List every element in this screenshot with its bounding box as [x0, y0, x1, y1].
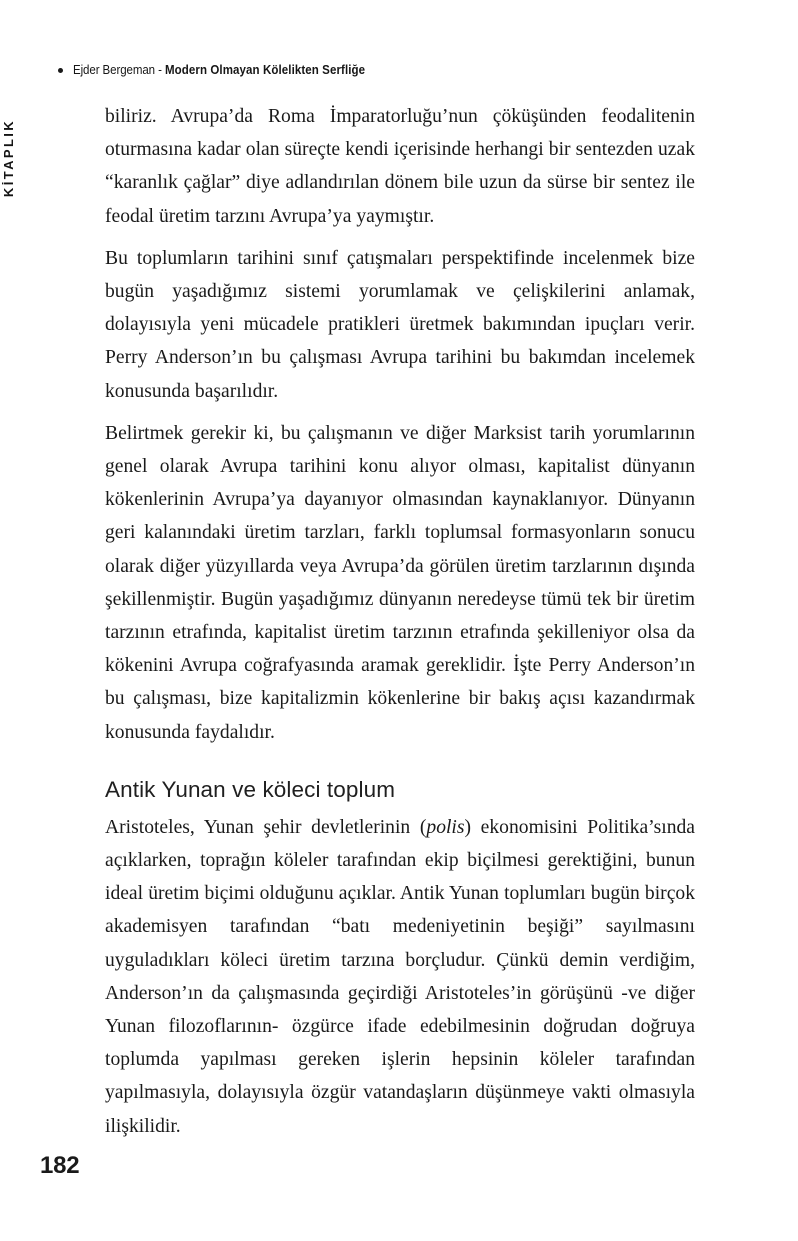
running-header	[58, 62, 398, 77]
paragraph-3: Belirtmek gerekir ki, bu çalışmanın ve diğer Marksist tarih yorumlarının genel olarak Avrupa tarihini konu alıyor olması, kapitalist dünyanın kökenlerinin Avrupa’ya dayanıyor olmasından kaynaklanıyor. Dünyanın geri kalanındaki üretim tarzları, farklı toplumsal formasyonların sonucu olarak diğer yüzyıllarda veya Avrupa’da görülen üretim tarzlarının dışında şekillenmiştir. Bugün yaşadığımız dünyanın neredeyse tümü tek bir üretim tarzının etrafında, kapitalist üretim tarzının etrafında şekilleniyor olsa da kökenini Avrupa coğrafyasında aramak gereklidir. İşte Perry Anderson’ın bu çalışması, bize kapitalizmin kökenlerine bir bakış açısı kazandırmak konusunda faydalıdır.	[105, 422, 695, 743]
text-column	[105, 100, 695, 1143]
bullet-dot-icon	[58, 68, 63, 73]
paragraph-4-rest: ) ekonomisini Politika’sında açıklarken, toprağın köleler tarafından ekip biçilmesi gerektiğini, bunun ideal üretim biçimi olduğunu açıklar. Antik Yunan toplumları bugün birçok akademisyen tarafından “batı medeniyetinin beşiği” sayılmasını uyguladıkları köleci üretim tarzına borçludur. Çünkü demin verdiğim, Anderson’ın da çalışmasında geçirdiği Aristoteles’in görüşünü -ve diğer Yunan filozoflarının- özgürce ifade edebilmesinin doğrudan doğruya toplumda yapılması gereken işlerin hepsinin köleler tarafından yapılmasıyla, dolayısıyla özgür vatandaşların düşünmeye vakti olmasıyla ilişkilidir.	[105, 816, 695, 1137]
section-heading: Antik Yunan ve köleci toplum	[105, 776, 396, 802]
paragraph-4-italic-term: polis	[426, 816, 465, 838]
page-number: 182	[40, 1152, 80, 1179]
paragraph-2: Bu toplumların tarihini sınıf çatışmaları perspektifinde incelenmek bize bugün yaşadığımız sistemi yorumlamak ve çelişkilerini anlamak, dolayısıyla yeni mücadele pratikleri üretmek bakımından ipuçları verir. Perry Anderson’ın bu çalışması Avrupa tarihini bu bakımdan incelemek konusunda başarılıdır.	[105, 247, 695, 402]
section-tab-kitaplik: KİTAPLIK	[1, 118, 16, 198]
paragraph-1: biliriz. Avrupa’da Roma İmparatorluğu’nun çöküşünden feodalitenin oturmasına kadar olan süreçte kendi içerisinde herhangi bir sentezden uzak “karanlık çağlar” diye adlandırılan dönem bile uzun da sürse bir sentez ile feodal üretim tarzını Avrupa’ya yaymıştır.	[105, 106, 695, 227]
running-header-title: Modern Olmayan Kölelikten Serfliğe	[164, 62, 366, 77]
running-header-author: Ejder Bergeman	[73, 62, 155, 77]
paragraph-4-lead: Aristoteles, Yunan şehir devletlerinin (	[105, 816, 427, 838]
paragraph-4	[105, 811, 695, 1143]
running-header-text	[73, 62, 365, 77]
running-header-dash: -	[158, 62, 162, 77]
